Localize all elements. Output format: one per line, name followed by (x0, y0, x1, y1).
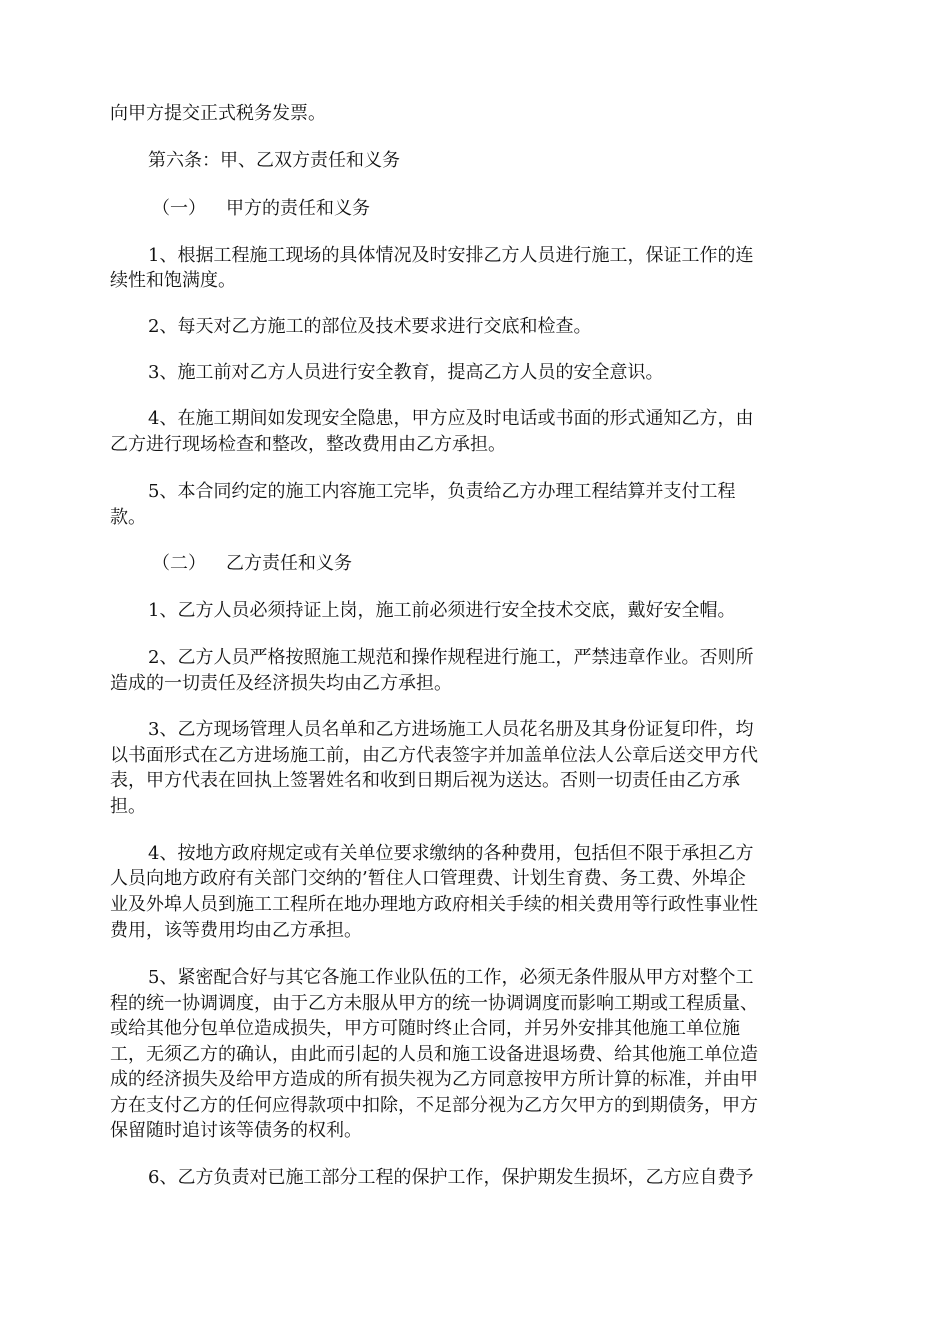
s2-item1-line1: 1、乙方人员必须持证上岗，施工前必须进行安全技术交底，戴好安全帽。 (148, 600, 736, 621)
s1-item1-line2: 续性和饱满度。 (110, 270, 236, 291)
s1-item5-line1: 5、本合同约定的施工内容施工完毕，负责给乙方办理工程结算并支付工程 (148, 481, 736, 502)
intro-line: 向甲方提交正式税务发票。 (110, 103, 326, 124)
s1-item5-line2: 款。 (110, 507, 146, 528)
s2-item4-line4: 费用，该等费用均由乙方承担。 (110, 920, 362, 941)
s1-item2-line1: 2、每天对乙方施工的部位及技术要求进行交底和检查。 (148, 316, 592, 337)
s2-item5-line1: 5、紧密配合好与其它各施工作业队伍的工作，必须无条件服从甲方对整个工 (148, 967, 754, 988)
section1-title: 甲方的责任和义务 (226, 198, 370, 219)
s1-item3-line1: 3、施工前对乙方人员进行安全教育，提高乙方人员的安全意识。 (148, 362, 664, 383)
s2-item5-line2: 程的统一协调调度，由于乙方未服从甲方的统一协调调度而影响工期或工程质量、 (110, 993, 758, 1014)
s2-item3-line1: 3、乙方现场管理人员名单和乙方进场施工人员花名册及其身份证复印件，均 (148, 719, 754, 740)
s2-item4-line1: 4、按地方政府规定或有关单位要求缴纳的各种费用，包括但不限于承担乙方 (148, 843, 754, 864)
article-title: 第六条：甲、乙双方责任和义务 (148, 150, 400, 171)
s2-item5-line3: 或给其他分包单位造成损失，甲方可随时终止合同，并另外安排其他施工单位施 (110, 1018, 740, 1039)
s2-item5-line5: 成的经济损失及给甲方造成的所有损失视为乙方同意按甲方所计算的标准，并由甲 (110, 1069, 758, 1090)
s1-item4-line2: 乙方进行现场检查和整改，整改费用由乙方承担。 (110, 434, 506, 455)
s2-item3-line2: 以书面形式在乙方进场施工前，由乙方代表签字并加盖单位法人公章后送交甲方代 (110, 745, 758, 766)
s2-item5-line4: 工，无须乙方的确认，由此而引起的人员和施工设备进退场费、给其他施工单位造 (110, 1044, 758, 1065)
s2-item4-line2: 人员向地方政府有关部门交纳的’暂住人口管理费、计划生育费、务工费、外埠企 (110, 868, 746, 889)
s2-item5-line7: 保留随时追讨该等债务的权利。 (110, 1120, 362, 1141)
s2-item3-line3: 表，甲方代表在回执上签署姓名和收到日期后视为送达。否则一切责任由乙方承 (110, 770, 740, 791)
s1-item4-line1: 4、在施工期间如发现安全隐患，甲方应及时电话或书面的形式通知乙方，由 (148, 408, 754, 429)
section2-title: 乙方责任和义务 (226, 553, 352, 574)
section2-number: （二） (152, 553, 206, 574)
s2-item4-line3: 业及外埠人员到施工工程所在地办理地方政府相关手续的相关费用等行政性事业性 (110, 894, 758, 915)
s2-item6-line1: 6、乙方负责对已施工部分工程的保护工作，保护期发生损坏，乙方应自费予 (148, 1167, 754, 1188)
s2-item5-line6: 方在支付乙方的任何应得款项中扣除，不足部分视为乙方欠甲方的到期债务，甲方 (110, 1095, 758, 1116)
s2-item2-line2: 造成的一切责任及经济损失均由乙方承担。 (110, 673, 452, 694)
s1-item1-line1: 1、根据工程施工现场的具体情况及时安排乙方人员进行施工，保证工作的连 (148, 245, 754, 266)
section1-number: （一） (152, 198, 206, 219)
section2-heading (152, 551, 352, 577)
s2-item3-line4: 担。 (110, 796, 146, 817)
section1-heading (152, 196, 370, 222)
s2-item2-line1: 2、乙方人员严格按照施工规范和操作规程进行施工，严禁违章作业。否则所 (148, 647, 754, 668)
